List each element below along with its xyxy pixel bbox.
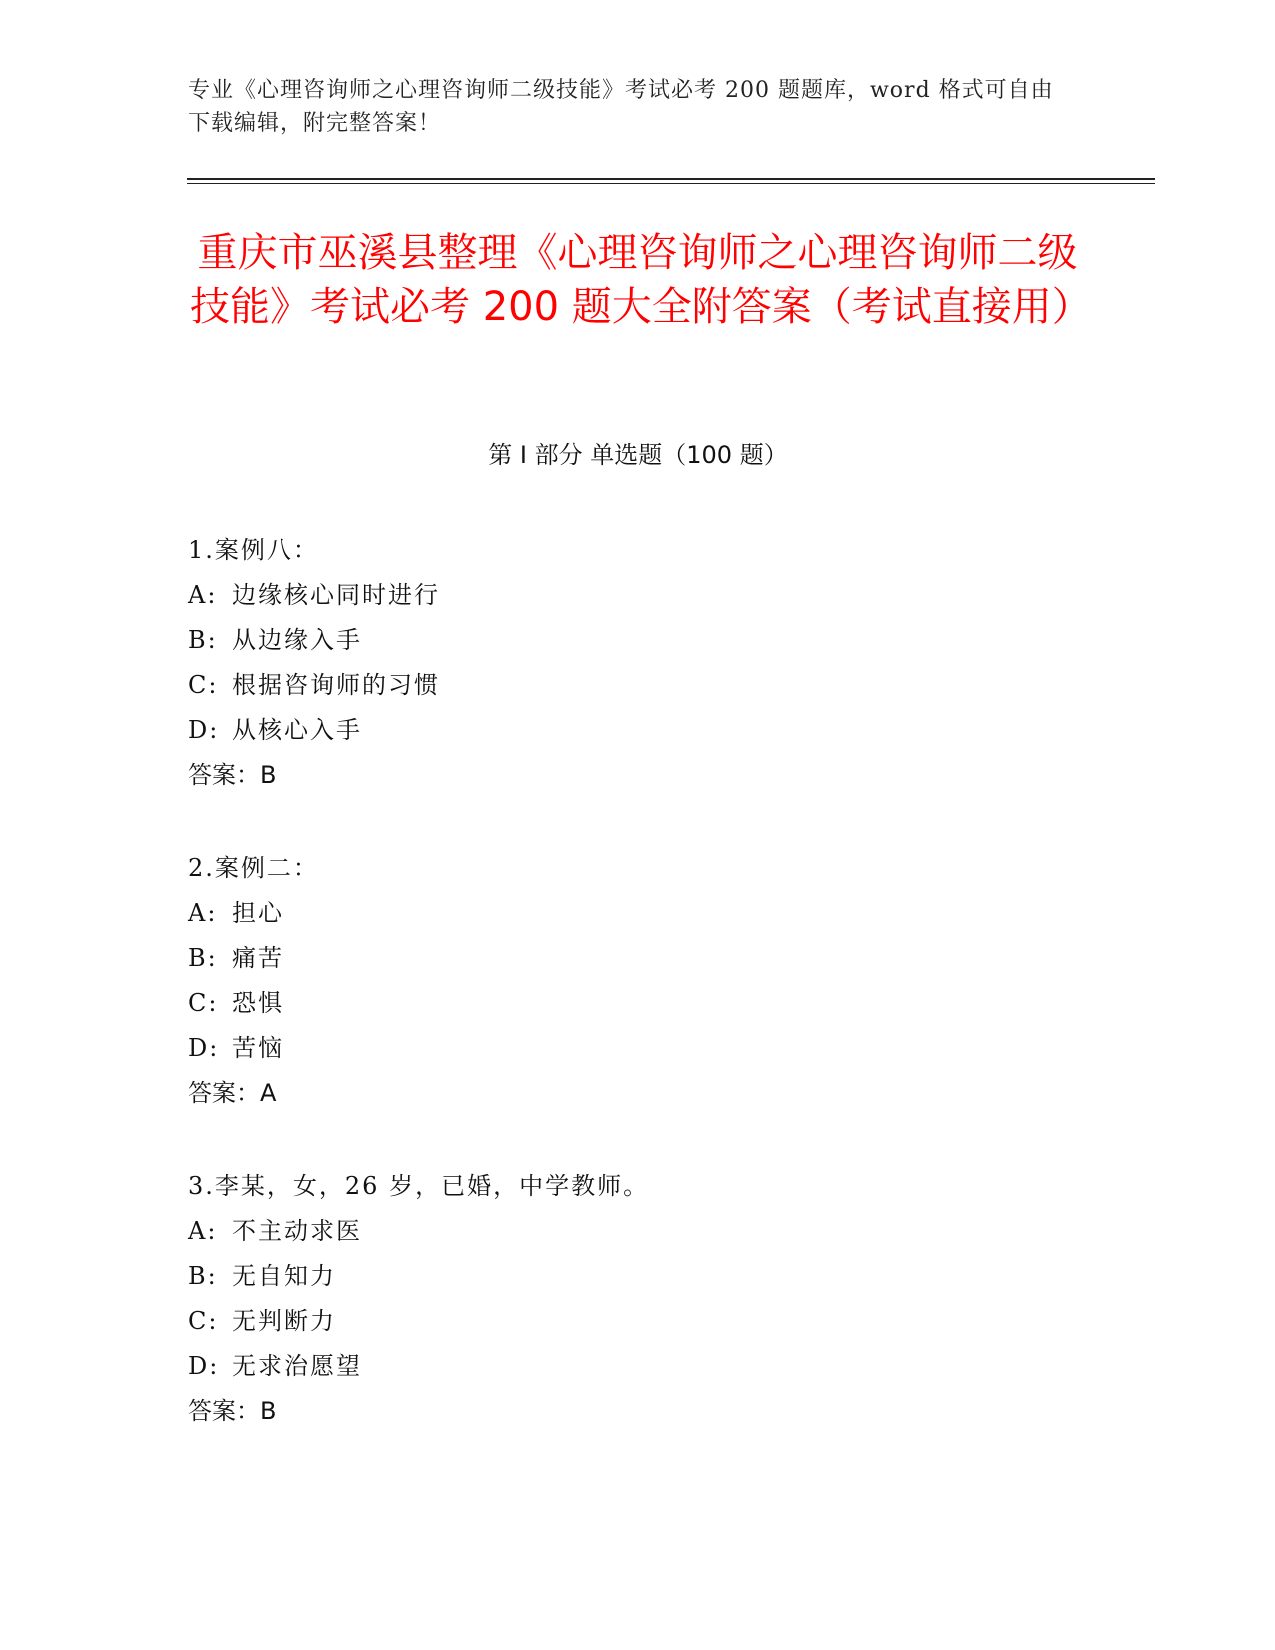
option-text: 从核心入手 <box>232 716 362 744</box>
option-label: D: <box>188 716 220 744</box>
option-a <box>188 573 1088 618</box>
option-c <box>188 663 1088 708</box>
answer: 答案：B <box>188 761 277 789</box>
section-title: 第 I 部分 单选题（100 题） <box>488 441 788 469</box>
question-list <box>188 528 1088 1482</box>
answer: 答案：A <box>188 1079 277 1107</box>
option-b <box>188 1254 1088 1299</box>
option-a <box>188 891 1088 936</box>
option-label: B: <box>188 626 218 654</box>
option-d <box>188 1026 1088 1071</box>
question-stem: 3.李某，女，26 岁，已婚，中学教师。 <box>188 1172 650 1200</box>
option-d <box>188 1344 1088 1389</box>
option-text: 边缘核心同时进行 <box>232 581 440 609</box>
option-text: 无自知力 <box>232 1262 336 1290</box>
option-label: C: <box>188 1307 219 1335</box>
question-3 <box>188 1164 1088 1434</box>
option-d <box>188 708 1088 753</box>
header-note: 专业《心理咨询师之心理咨询师二级技能》考试必考 200 题题库，word 格式可自由下载编辑，附完整答案！ <box>188 78 1054 136</box>
option-label: B: <box>188 944 218 972</box>
answer: 答案：B <box>188 1397 277 1425</box>
option-c <box>188 981 1088 1026</box>
option-text: 恐惧 <box>232 989 284 1017</box>
option-text: 苦恼 <box>232 1034 284 1062</box>
option-b <box>188 936 1088 981</box>
option-text: 从边缘入手 <box>232 626 362 654</box>
header-rule-thick <box>187 178 1155 180</box>
option-b <box>188 618 1088 663</box>
option-c <box>188 1299 1088 1344</box>
option-text: 无判断力 <box>232 1307 336 1335</box>
document-title: 重庆市巫溪县整理《心理咨询师之心理咨询师二级技能》考试必考 200 题大全附答案（考试直接用） <box>190 230 1092 330</box>
option-label: C: <box>188 989 219 1017</box>
option-label: D: <box>188 1034 220 1062</box>
option-label: B: <box>188 1262 218 1290</box>
option-label: A: <box>188 1217 218 1245</box>
option-label: C: <box>188 671 219 699</box>
option-text: 痛苦 <box>232 944 284 972</box>
header-rule-thin <box>187 183 1155 184</box>
question-stem: 1.案例八： <box>188 536 319 564</box>
option-text: 不主动求医 <box>232 1217 362 1245</box>
option-label: A: <box>188 581 218 609</box>
question-1 <box>188 528 1088 798</box>
option-text: 无求治愿望 <box>232 1352 362 1380</box>
option-a <box>188 1209 1088 1254</box>
question-2 <box>188 846 1088 1116</box>
option-label: D: <box>188 1352 220 1380</box>
option-label: A: <box>188 899 218 927</box>
option-text: 担心 <box>232 899 284 927</box>
question-stem: 2.案例二： <box>188 854 319 882</box>
option-text: 根据咨询师的习惯 <box>232 671 440 699</box>
